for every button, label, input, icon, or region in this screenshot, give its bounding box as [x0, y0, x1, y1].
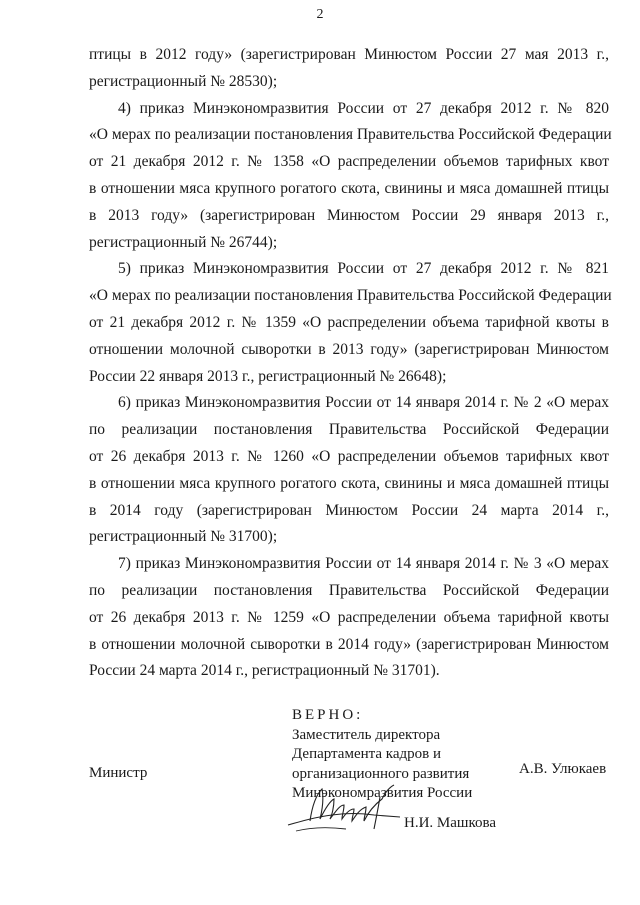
paragraph-3-line-2: «О мерах по реализации постановления Правительства Российской Федерации	[89, 287, 612, 305]
paragraph-4-line-6: регистрационный № 31700);	[89, 528, 278, 546]
paragraph-5-line-5: России 24 марта 2014 г., регистрационный № 31701).	[89, 662, 440, 680]
certification-line-2: Департамента кадров и	[292, 746, 441, 762]
paragraph-1-line-1: птицы в 2012 году» (зарегистрирован Минюстом России 27 мая 2013 г.,	[89, 46, 609, 63]
paragraph-3-line-4: отношении молочной сыворотки в 2013 году» (зарегистрирован Минюстом	[89, 340, 609, 358]
paragraph-4-line-3: от 26 декабря 2013 г. № 1260 «О распределении объемов тарифных квот	[89, 447, 609, 465]
paragraph-4-line-1: 6) приказ Минэкономразвития России от 14 января 2014 г. № 2 «О мерах	[118, 394, 609, 412]
certification-line-3: организационного развития	[292, 765, 470, 782]
certifier-name: Н.И. Машкова	[404, 815, 497, 831]
paragraph-5-line-2: по реализации постановления Правительства Российской Федерации	[89, 581, 609, 599]
handwritten-signature	[282, 777, 412, 837]
document-body	[89, 42, 612, 685]
paragraph-2-line-1: 4) приказ Минэкономразвития России от 27 декабря 2012 г. № 820	[118, 99, 609, 117]
certification-verno: ВЕРНО:	[292, 707, 364, 723]
paragraph-5-line-1: 7) приказ Минэкономразвития России от 14 января 2014 г. № 3 «О мерах	[118, 555, 609, 573]
paragraph-3-line-1: 5) приказ Минэкономразвития России от 27 декабря 2012 г. № 821	[118, 260, 609, 278]
paragraph-2-line-6: регистрационный № 26744);	[89, 233, 278, 251]
paragraph-3-line-3: от 21 декабря 2012 г. № 1359 «О распределении объема тарифной квоты в	[89, 313, 609, 331]
paragraph-2-line-5: в 2013 году» (зарегистрирован Минюстом России 29 января 2013 г.,	[89, 206, 609, 224]
certification-line-4: Минэкономразвития России	[292, 785, 473, 801]
page-number: 2	[316, 7, 324, 22]
paragraph-5-line-4: в отношении молочной сыворотки в 2014 году» (зарегистрирован Минюстом	[89, 635, 609, 653]
minister-name: А.В. Улюкаев	[519, 761, 607, 777]
certification-line-1: Заместитель директора	[292, 726, 441, 743]
paragraph-2-line-4: в отношении мяса крупного рогатого скота, свинины и мяса домашней птицы	[89, 179, 609, 197]
paragraph-3-line-5: России 22 января 2013 г., регистрационный № 26648);	[89, 367, 447, 385]
paragraph-5-line-3: от 26 декабря 2013 г. № 1259 «О распределении объема тарифной квоты	[89, 608, 609, 626]
paragraph-2-line-3: от 21 декабря 2012 г. № 1358 «О распределении объемов тарифных квот	[89, 153, 609, 171]
paragraph-4-line-4: в отношении мяса крупного рогатого скота, свинины и мяса домашней птицы	[89, 474, 609, 492]
paragraph-4-line-5: в 2014 году (зарегистрирован Минюстом России 24 марта 2014 г.,	[89, 501, 609, 519]
minister-title: Министр	[89, 765, 148, 781]
paragraph-4-line-2: по реализации постановления Правительства Российской Федерации	[89, 421, 609, 439]
paragraph-2-line-2: «О мерах по реализации постановления Правительства Российской Федерации	[89, 126, 612, 144]
paragraph-1-line-2: регистрационный № 28530);	[89, 72, 278, 90]
